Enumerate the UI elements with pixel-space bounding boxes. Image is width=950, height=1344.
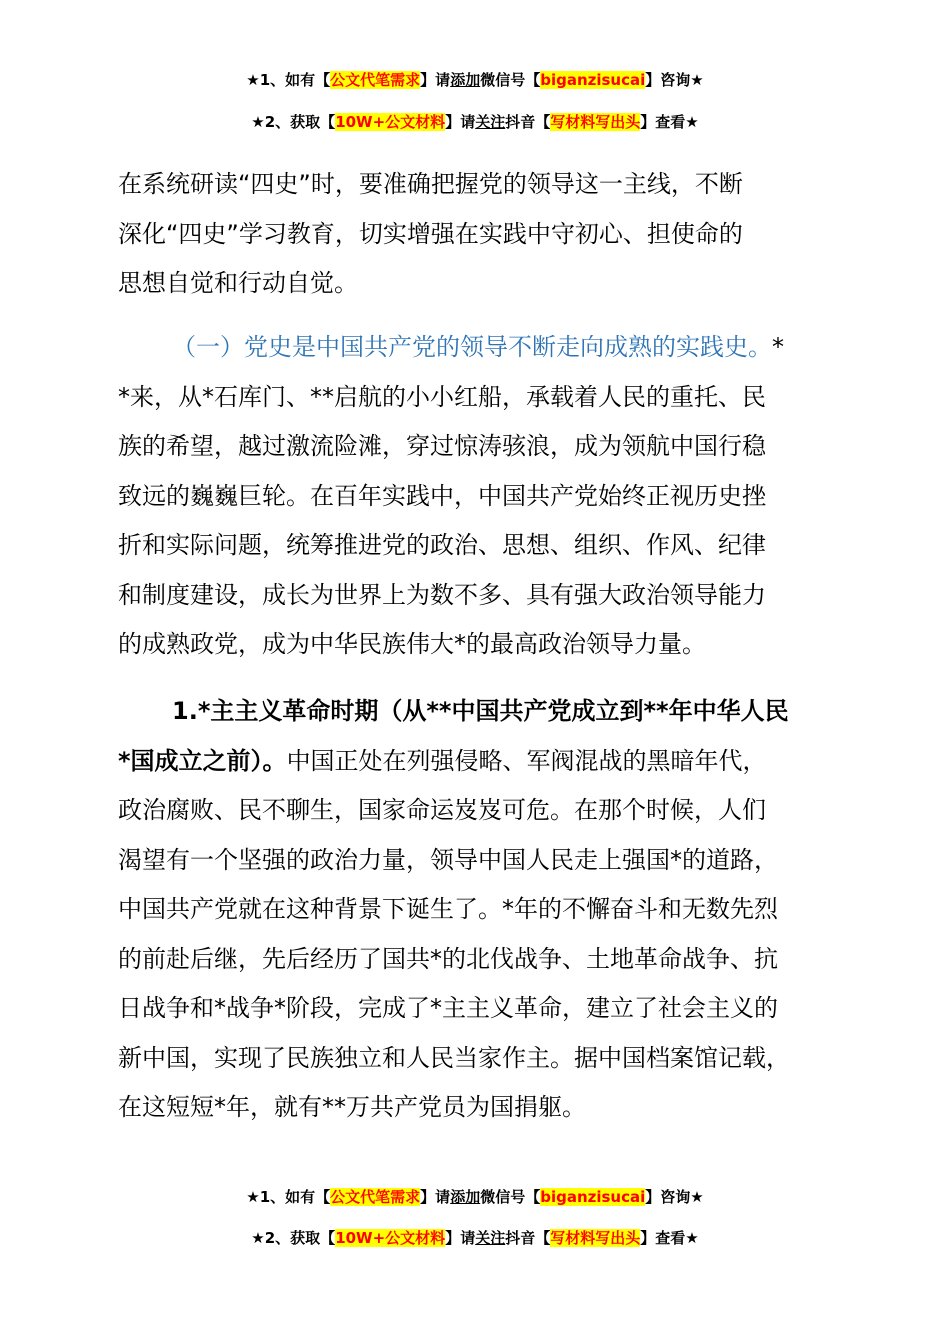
text-line: 致远的巍巍巨轮。在百年实践中，中国共产党始终正视历史挫 xyxy=(118,481,766,510)
subsection-heading: 1.*主主义革命时期（从**中国共产党成立到**年中华人民 xyxy=(172,697,789,725)
highlight-wechat-id: biganzisucai xyxy=(540,71,646,89)
text-line: 和制度建设，成长为世界上为数不多、具有强大政治领导能力 xyxy=(118,580,766,609)
text-line: 在这短短*年，就有**万共产党员为国捐躯。 xyxy=(118,1093,586,1121)
text-line: *来，从*石库门、**启航的小小红船，承载着人民的重托、民 xyxy=(118,382,766,411)
text-line: 中国共产党就在这种背景下诞生了。*年的不懈奋斗和无数先烈 xyxy=(118,895,778,923)
text-line: 深化“四史”学习教育，切实增强在实践中守初心、担使命的 xyxy=(118,219,743,248)
text-line: 在系统研读“四史”时，要准确把握党的领导这一主线，不断 xyxy=(118,170,743,198)
highlight-materials: 10W+公文材料 xyxy=(335,113,446,131)
highlight-wechat-id: biganzisucai xyxy=(540,1188,646,1206)
text-line: 族的希望，越过激流险滩，穿过惊涛骇浪，成为领航中国行稳 xyxy=(118,432,766,460)
text-line: （一）党史是中国共产党的领导不断走向成熟的实践史。* xyxy=(172,333,784,361)
highlight-douyin-id: 写材料写出头 xyxy=(550,1229,641,1247)
text-line: 政治腐败、民不聊生，国家命运岌岌可危。在那个时候，人们 xyxy=(118,796,766,824)
text-line: *国成立之前）。中国正处在列强侵略、军阀混战的黑暗年代， xyxy=(118,746,767,775)
header-notice-line-1: ★1、如有【公文代笔需求】请添加微信号【biganzisucai】咨询★ xyxy=(246,71,704,89)
footer-notice-line-1: ★1、如有【公文代笔需求】请添加微信号【biganzisucai】咨询★ xyxy=(246,1188,704,1206)
footer-notice-line-2: ★2、获取【10W+公文材料】请关注抖音【写材料写出头】查看★ xyxy=(251,1229,699,1247)
paragraph-party-history xyxy=(118,323,838,670)
text-line: 日战争和*战争*阶段，完成了*主主义革命，建立了社会主义的 xyxy=(118,994,778,1022)
text-line: 思想自觉和行动自觉。 xyxy=(118,269,358,297)
header-notice-line-2: ★2、获取【10W+公文材料】请关注抖音【写材料写出头】查看★ xyxy=(251,113,699,131)
highlight-service: 公文代笔需求 xyxy=(330,1188,421,1206)
text-line: 渴望有一个坚强的政治力量，领导中国人民走上强国*的道路， xyxy=(118,845,778,874)
highlight-douyin-id: 写材料写出头 xyxy=(550,113,641,131)
highlight-materials: 10W+公文材料 xyxy=(335,1229,446,1247)
text-line: 新中国，实现了民族独立和人民当家作主。据中国档案馆记载， xyxy=(118,1043,790,1072)
text-line: 的前赴后继，先后经历了国共*的北伐战争、土地革命战争、抗 xyxy=(118,944,778,973)
paragraph-revolution-period xyxy=(118,687,838,1133)
text-line: 的成熟政党，成为中华民族伟大*的最高政治领导力量。 xyxy=(118,630,706,658)
text-line: 折和实际问题，统筹推进党的政治、思想、组织、作风、纪律 xyxy=(118,531,766,559)
subsection-heading-end: *国成立之前）。 xyxy=(118,746,287,775)
paragraph-intro xyxy=(118,160,838,309)
highlight-service: 公文代笔需求 xyxy=(330,71,421,89)
section-heading: （一）党史是中国共产党的领导不断走向成熟的实践史。 xyxy=(172,333,772,361)
